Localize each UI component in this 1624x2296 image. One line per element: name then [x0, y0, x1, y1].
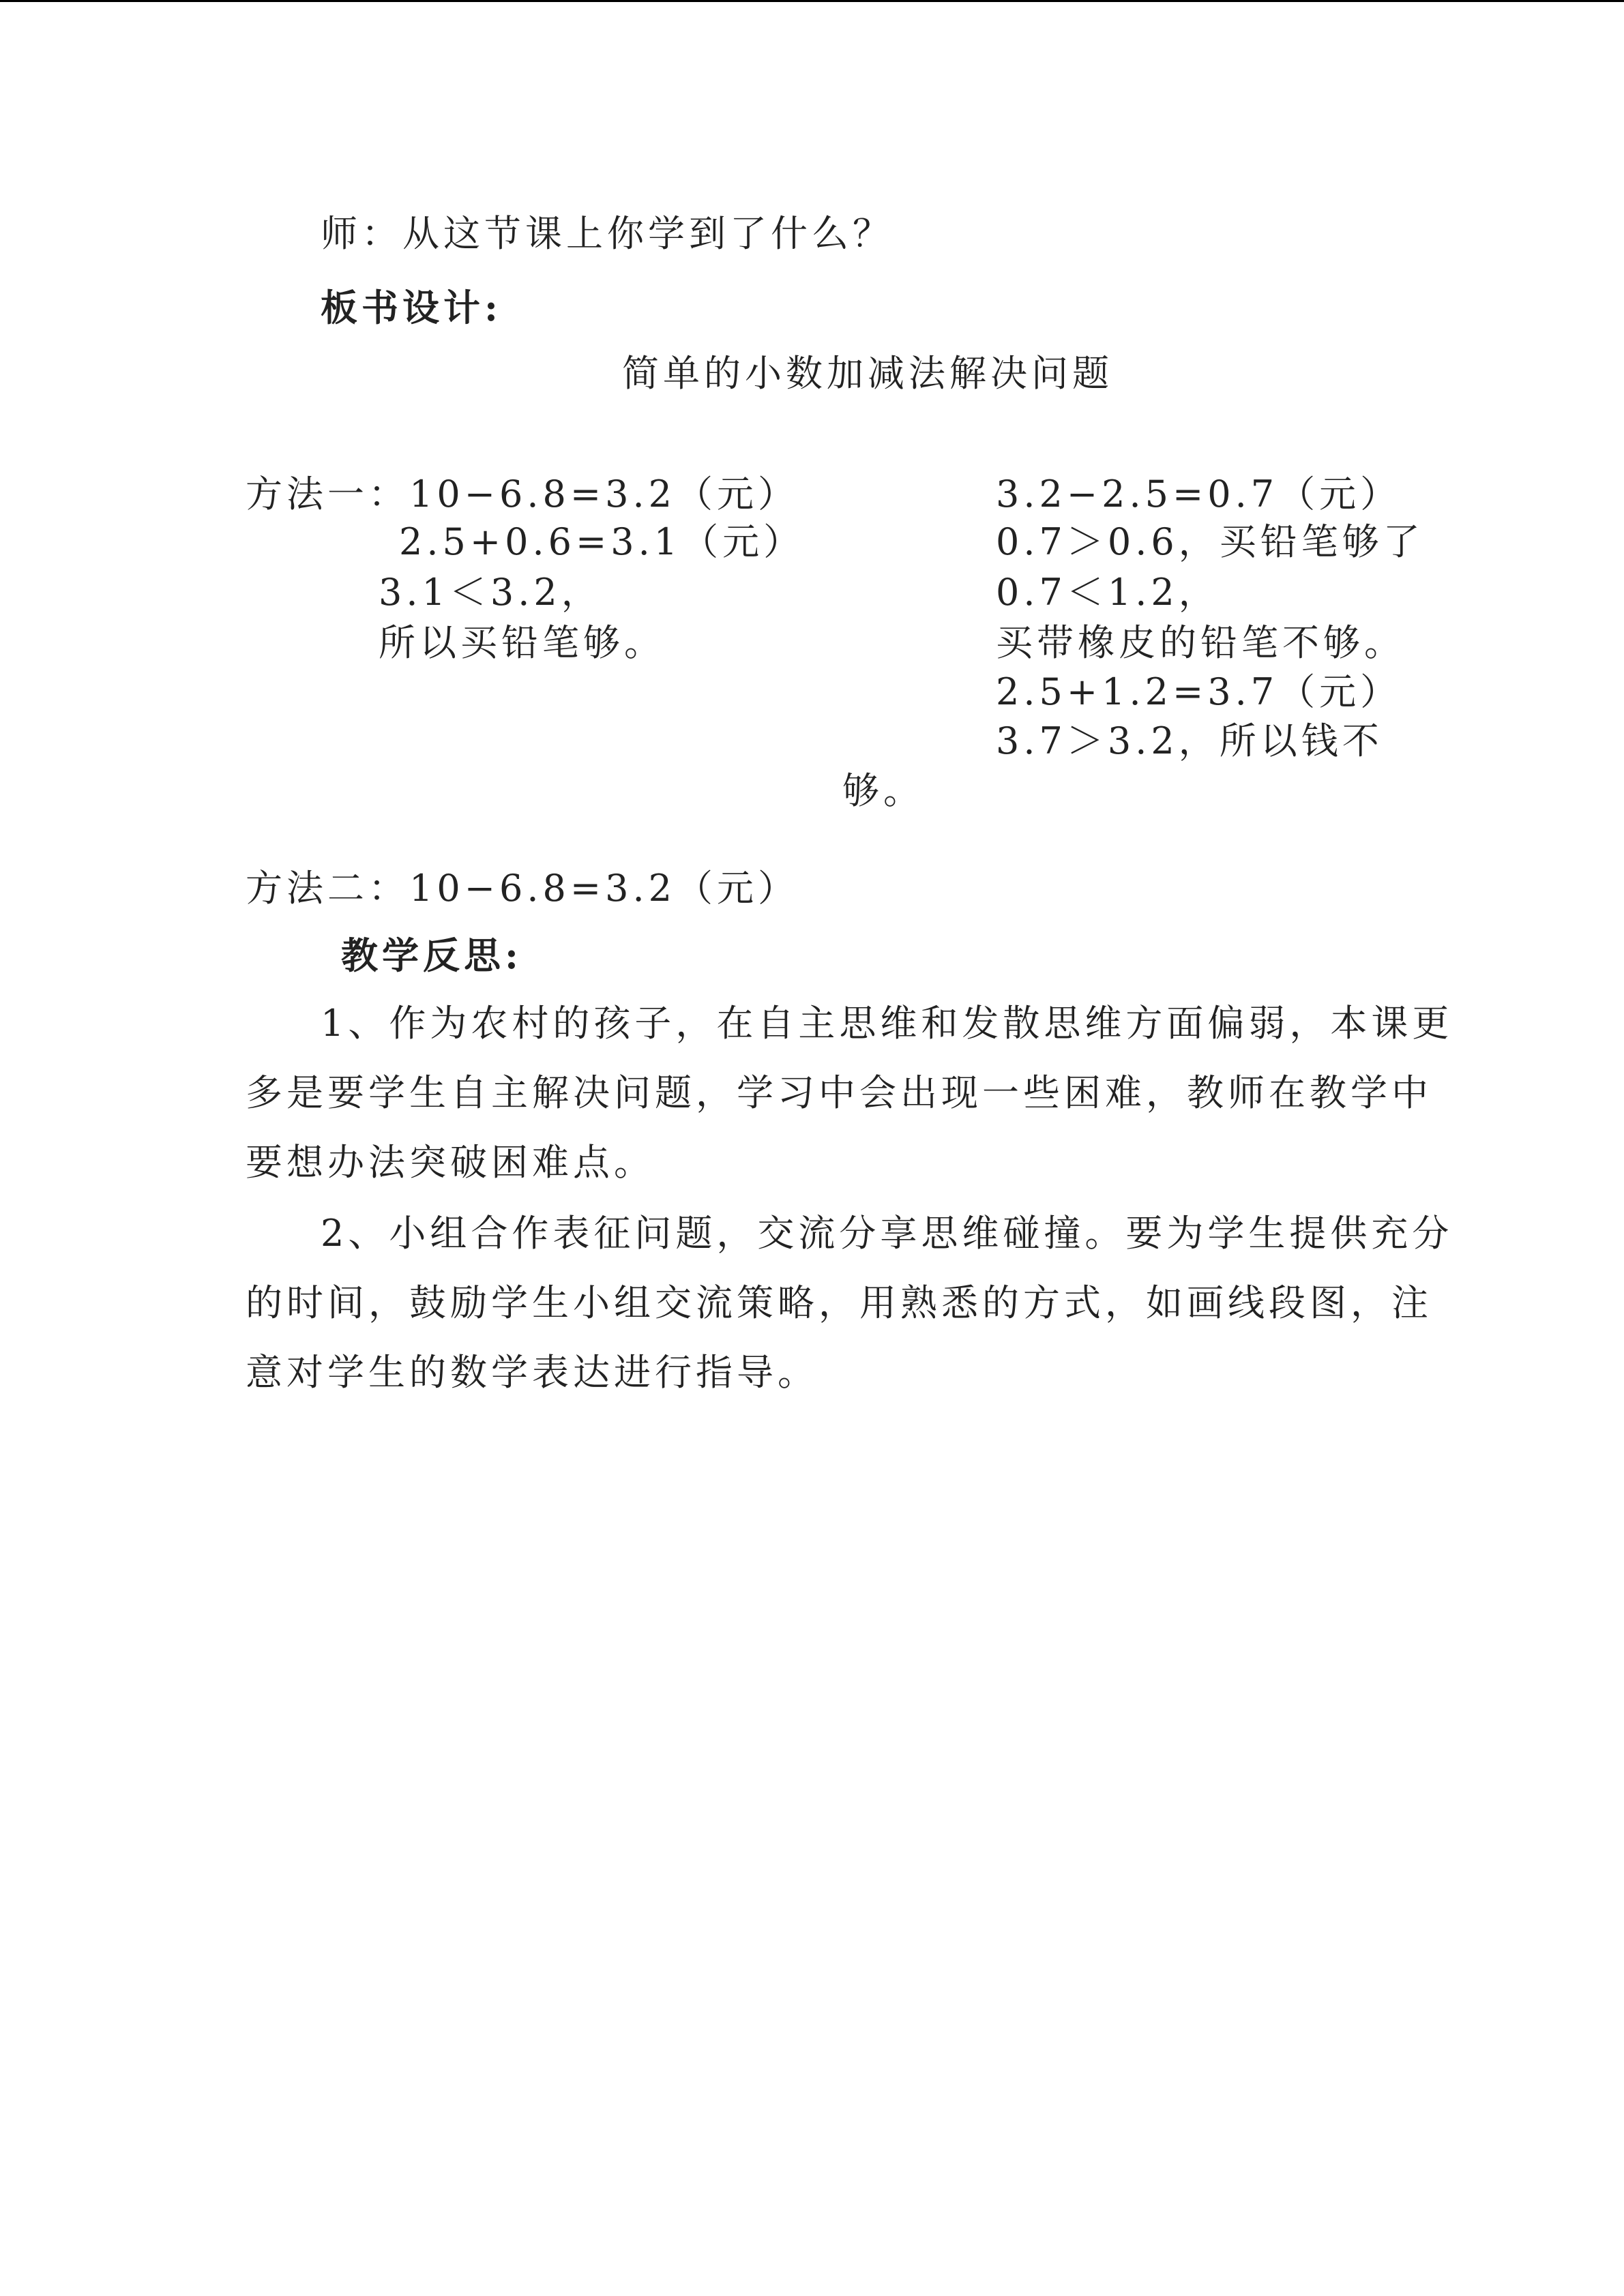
method1-line4: 所以买铅笔够。: [379, 621, 665, 664]
right-line6: 3.7＞3.2，所以钱不: [996, 719, 1383, 762]
reflection2-line2: 的时间，鼓励学生小组交流策略，用熟悉的方式，如画线段图，注: [246, 1281, 1432, 1324]
method1-line2: 2.5+0.6=3.1（元）: [399, 520, 805, 563]
method2-line: 方法二：10−6.8=3.2（元）: [246, 867, 799, 910]
teacher-question: 师：从这节课上你学到了什么？: [321, 212, 894, 255]
page-top-border: [0, 0, 1624, 2]
right-line1: 3.2−2.5=0.7（元）: [996, 473, 1402, 516]
reflection2-line1: 2、小组合作表征问题，交流分享思维碰撞。要为学生提供充分: [321, 1212, 1453, 1255]
reflection-paragraph-1: [246, 1001, 1453, 1210]
reflection-heading: 教学反思:: [341, 934, 522, 977]
right-line5: 2.5+1.2=3.7（元）: [996, 670, 1402, 713]
reflection2-line3: 意对学生的数学表达进行指导。: [246, 1351, 818, 1394]
right-line2: 0.7＞0.6，买铅笔够了: [996, 520, 1424, 563]
reflection1-line3: 要想办法突破困难点。: [246, 1141, 655, 1184]
reflection-paragraph-2: [246, 1211, 1453, 1420]
reflection1-line2: 多是要学生自主解决问题，学习中会出现一些困难，教师在教学中: [246, 1071, 1432, 1114]
right-line3: 0.7＜1.2，: [996, 571, 1220, 614]
right-line4: 买带橡皮的铅笔不够。: [996, 621, 1405, 664]
board-design-heading: 板书设计:: [321, 286, 502, 329]
board-title: 简单的小数加减法解决问题: [622, 352, 1113, 395]
reflection1-line1: 1、作为农村的孩子，在自主思维和发散思维方面偏弱，本课更: [321, 1002, 1453, 1045]
right-line7: 够。: [842, 769, 924, 812]
method1-line3: 3.1＜3.2，: [379, 571, 602, 614]
method1-line1: 方法一：10−6.8=3.2（元）: [246, 473, 799, 516]
